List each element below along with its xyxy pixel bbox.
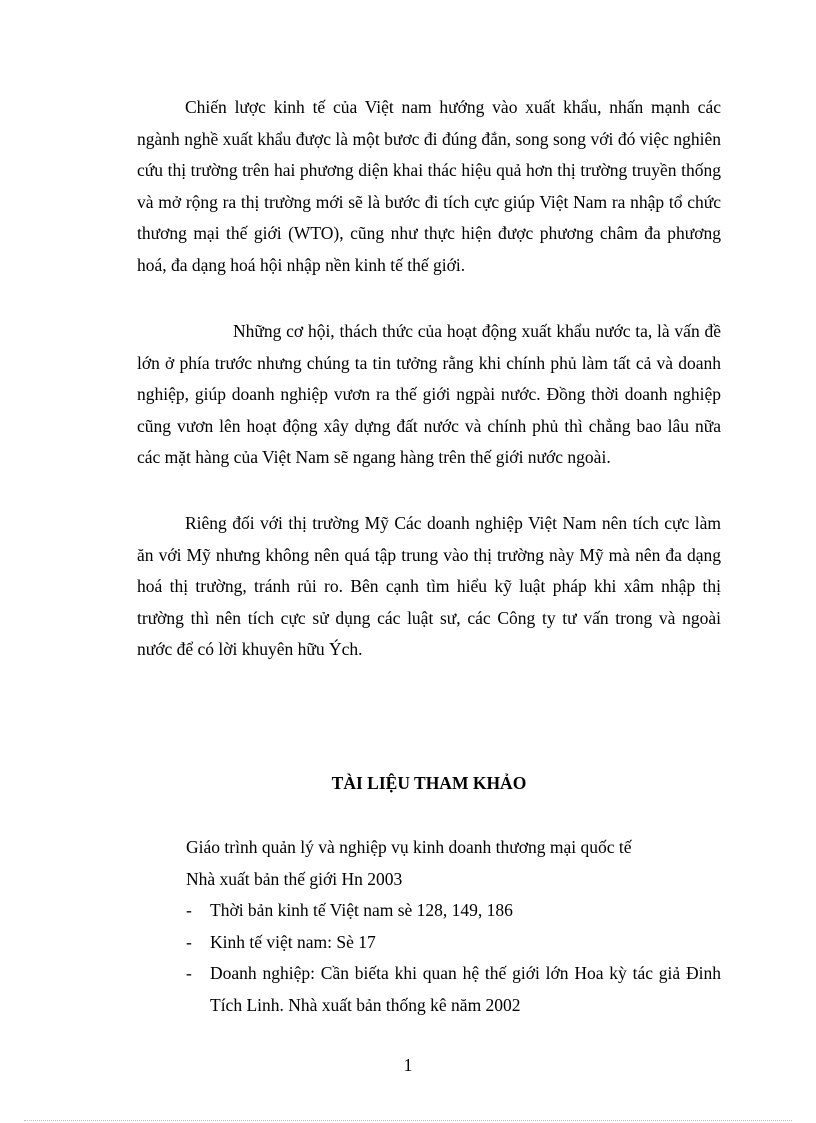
reference-item-text: Doanh nghiệp: Cần biếta khi quan hệ thế giới lớn Hoa kỳ tác giả Đinh Tích Linh. Nhà xuất bản thống kê năm 2002 <box>210 963 721 1015</box>
bullet-dash: - <box>186 963 192 984</box>
paragraph-us-market <box>137 508 721 666</box>
bullet-dash: - <box>186 931 192 952</box>
page-number: 1 <box>403 1055 413 1075</box>
paragraph-text: Riêng đối với thị trường Mỹ Các doanh nghiệp Việt Nam nên tích cực làm ăn với Mỹ nhưng không nên quá tập trung vào thị trường này Mỹ mà nên đa dạng hoá thị trường, tránh rủi ro. Bên cạnh tìm hiểu kỹ luật pháp khi xâm nhập thị trường thì nên tích cực sử dụng các luật sư, các Công ty tư vấn trong và ngoài nước để có lời khuyên hữu Ých. <box>137 513 721 660</box>
reference-intro-line: Nhà xuất bản thế giới Hn 2003 <box>186 868 403 889</box>
paragraph-text: Chiến lược kinh tế của Việt nam hướng vào xuất khẩu, nhấn mạnh các ngành nghề xuất khẩu được là một bươc đi đúng đắn, song song với đó việc nghiên cứu thị trường trên hai phương diện khai thác hiệu quả hơn thị trường truyền thống và mở rộng ra thị trường mới sẽ là bước đi tích cực giúp Việt Nam ra nhập tổ chức thương mại thế giới (WTO), cũng như thực hiện được phương châm đa phương hoá, đa dạng hoá hội nhập nền kinh tế thế giới. <box>137 97 721 275</box>
reference-item-text: Thời bản kinh tế Việt nam sè 128, 149, 186 <box>210 900 513 921</box>
paragraph-opportunities <box>137 316 721 474</box>
reference-item-text: Kinh tế việt nam: Sè 17 <box>210 931 376 952</box>
reference-item <box>186 927 721 959</box>
reference-item <box>186 895 721 927</box>
references-list <box>186 832 721 1022</box>
reference-item <box>186 958 721 1021</box>
paragraph-text: Những cơ hội, thách thức của hoạt động xuất khẩu nước ta, là vấn đề lớn ở phía trước nhưng chúng ta tin tưởng rằng khi chính phủ làm tất cả và doanh nghiệp, giúp doanh nghiệp vươn ra thế giới ngpài nước. Đồng thời doanh nghiệp cũng vươn lên hoạt động xây dựng đất nước và chính phủ thì chẳng bao lâu nữa các mặt hàng của Việt Nam sẽ ngang hàng trên thế giới nước ngoài. <box>137 321 721 468</box>
reference-intro-line: Giáo trình quản lý và nghiệp vụ kinh doanh thương mại quốc tế <box>186 837 632 857</box>
bullet-dash: - <box>186 900 192 921</box>
references-heading: TÀI LIỆU THAM KHẢO <box>331 773 527 793</box>
paragraph-export-strategy <box>137 92 721 282</box>
page-bottom-divider <box>24 1120 792 1121</box>
